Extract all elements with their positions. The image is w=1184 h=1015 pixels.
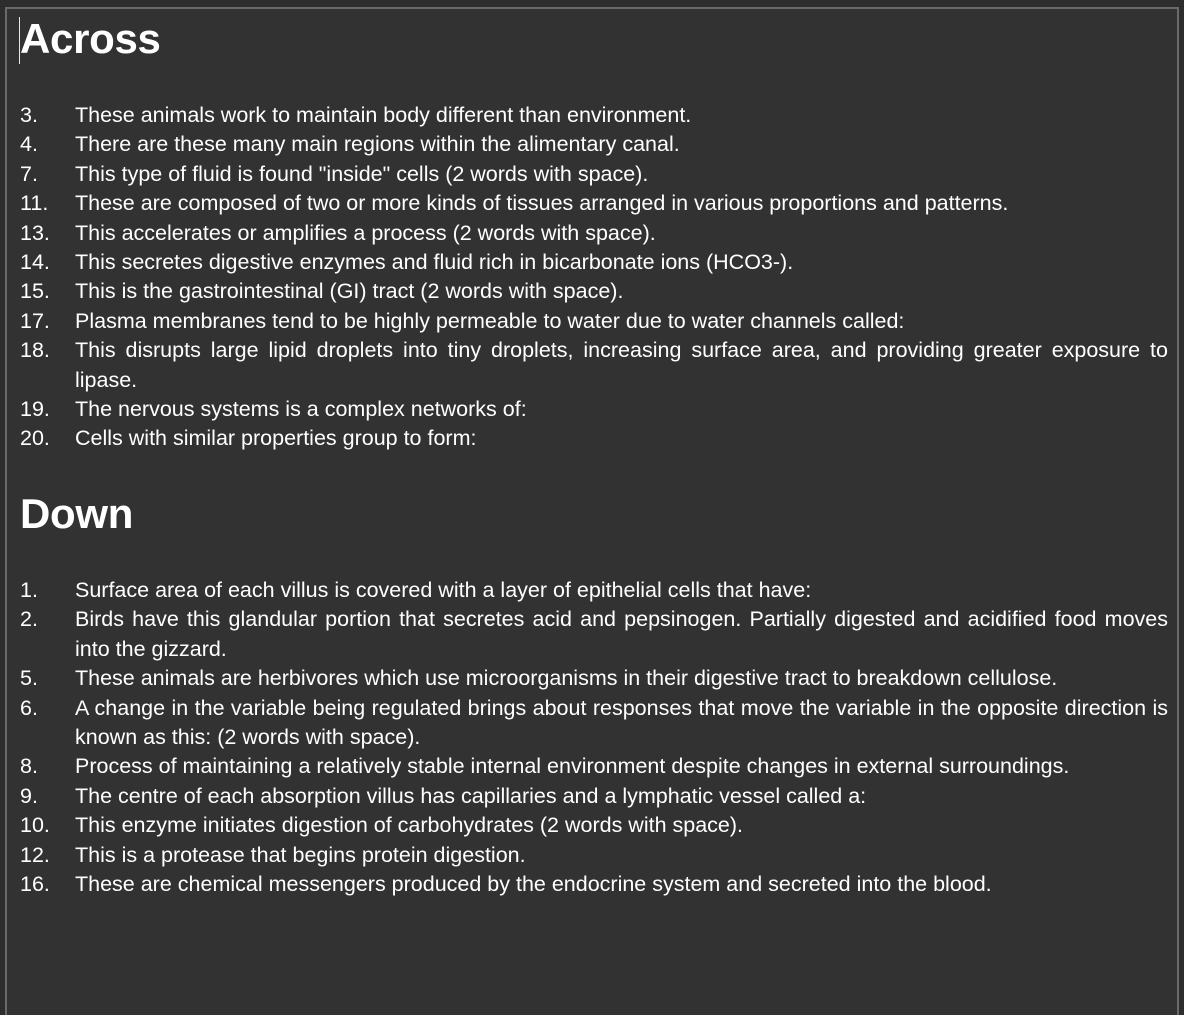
clue-number: 10. bbox=[20, 813, 50, 838]
clue-text: This secretes digestive enzymes and fluid rich in bicarbonate ions (HCO3-). bbox=[75, 250, 794, 275]
document-editor[interactable] bbox=[5, 7, 1179, 1015]
across-clue-item bbox=[20, 219, 1168, 248]
clue-number: 18. bbox=[20, 338, 50, 363]
across-clue-item bbox=[20, 395, 1168, 424]
clue-text: A change in the variable being regulated brings about responses that move the variable in the opposite direction is known as this: (2 words with space). bbox=[75, 695, 1168, 749]
clue-number: 7. bbox=[20, 161, 38, 186]
document-body[interactable] bbox=[20, 15, 1168, 899]
clue-text: There are these many main regions within the alimentary canal. bbox=[75, 132, 680, 157]
across-clue-item bbox=[20, 248, 1168, 277]
clue-number: 5. bbox=[20, 666, 38, 691]
clue-number: 16. bbox=[20, 871, 50, 896]
clue-number: 2. bbox=[20, 607, 38, 632]
across-heading: Across bbox=[20, 15, 161, 62]
clue-text: Surface area of each villus is covered with a layer of epithelial cells that have: bbox=[75, 577, 812, 602]
across-clue-item bbox=[20, 189, 1168, 218]
clue-number: 12. bbox=[20, 842, 50, 867]
clue-text: These animals are herbivores which use microorganisms in their digestive tract to breakdown cellulose. bbox=[75, 666, 1058, 691]
clue-text: This accelerates or amplifies a process (2 words with space). bbox=[75, 220, 656, 245]
clue-number: 3. bbox=[20, 103, 38, 127]
down-clue-item bbox=[20, 605, 1168, 664]
clue-text: Cells with similar properties group to form: bbox=[75, 426, 477, 451]
clue-number: 1. bbox=[20, 577, 38, 602]
down-clue-item bbox=[20, 664, 1168, 693]
clue-text: The nervous systems is a complex networks of: bbox=[75, 397, 527, 422]
clue-text: The centre of each absorption villus has capillaries and a lymphatic vessel called a: bbox=[75, 783, 867, 808]
across-clue-item bbox=[20, 307, 1168, 336]
clue-number: 20. bbox=[20, 426, 50, 451]
down-clue-item bbox=[20, 811, 1168, 840]
clue-number: 15. bbox=[20, 279, 50, 304]
clue-text: This is a protease that begins protein digestion. bbox=[75, 842, 526, 867]
clue-number: 8. bbox=[20, 754, 38, 779]
down-clue-item bbox=[20, 694, 1168, 753]
clue-text: These animals work to maintain body different than environment. bbox=[75, 103, 692, 127]
down-clue-item bbox=[20, 752, 1168, 781]
clue-number: 9. bbox=[20, 783, 38, 808]
across-clue-item bbox=[20, 160, 1168, 189]
down-clue-list bbox=[20, 576, 1168, 899]
across-clue-item bbox=[20, 424, 1168, 453]
clue-text: This enzyme initiates digestion of carbohydrates (2 words with space). bbox=[75, 813, 744, 838]
clue-text: Birds have this glandular portion that secretes acid and pepsinogen. Partially digested and acidified food moves into the gizzard. bbox=[75, 607, 1168, 661]
across-clue-item bbox=[20, 101, 1168, 130]
clue-text: These are chemical messengers produced by the endocrine system and secreted into the blood. bbox=[75, 871, 992, 896]
clue-text: This type of fluid is found "inside" cells (2 words with space). bbox=[75, 161, 649, 186]
clue-text: This is the gastrointestinal (GI) tract (2 words with space). bbox=[75, 279, 624, 304]
down-clue-item bbox=[20, 870, 1168, 899]
clue-text: This disrupts large lipid droplets into tiny droplets, increasing surface area, and providing greater exposure to lipase. bbox=[75, 338, 1168, 392]
clue-number: 4. bbox=[20, 132, 38, 157]
down-heading: Down bbox=[20, 489, 134, 537]
across-clue-item bbox=[20, 277, 1168, 306]
across-clue-list bbox=[20, 101, 1168, 454]
clue-number: 19. bbox=[20, 397, 50, 422]
clue-text: Process of maintaining a relatively stable internal environment despite changes in external surroundings. bbox=[75, 754, 1070, 779]
clue-text: These are composed of two or more kinds of tissues arranged in various proportions and patterns. bbox=[75, 191, 1009, 216]
down-clue-item bbox=[20, 782, 1168, 811]
clue-number: 17. bbox=[20, 308, 50, 333]
across-clue-item bbox=[20, 130, 1168, 159]
across-clue-item bbox=[20, 336, 1168, 395]
clue-number: 14. bbox=[20, 250, 50, 275]
down-clue-item bbox=[20, 576, 1168, 605]
clue-number: 13. bbox=[20, 220, 50, 245]
clue-text: Plasma membranes tend to be highly permeable to water due to water channels called: bbox=[75, 308, 905, 333]
down-clue-item bbox=[20, 841, 1168, 870]
clue-number: 11. bbox=[20, 191, 49, 216]
clue-number: 6. bbox=[20, 695, 38, 720]
